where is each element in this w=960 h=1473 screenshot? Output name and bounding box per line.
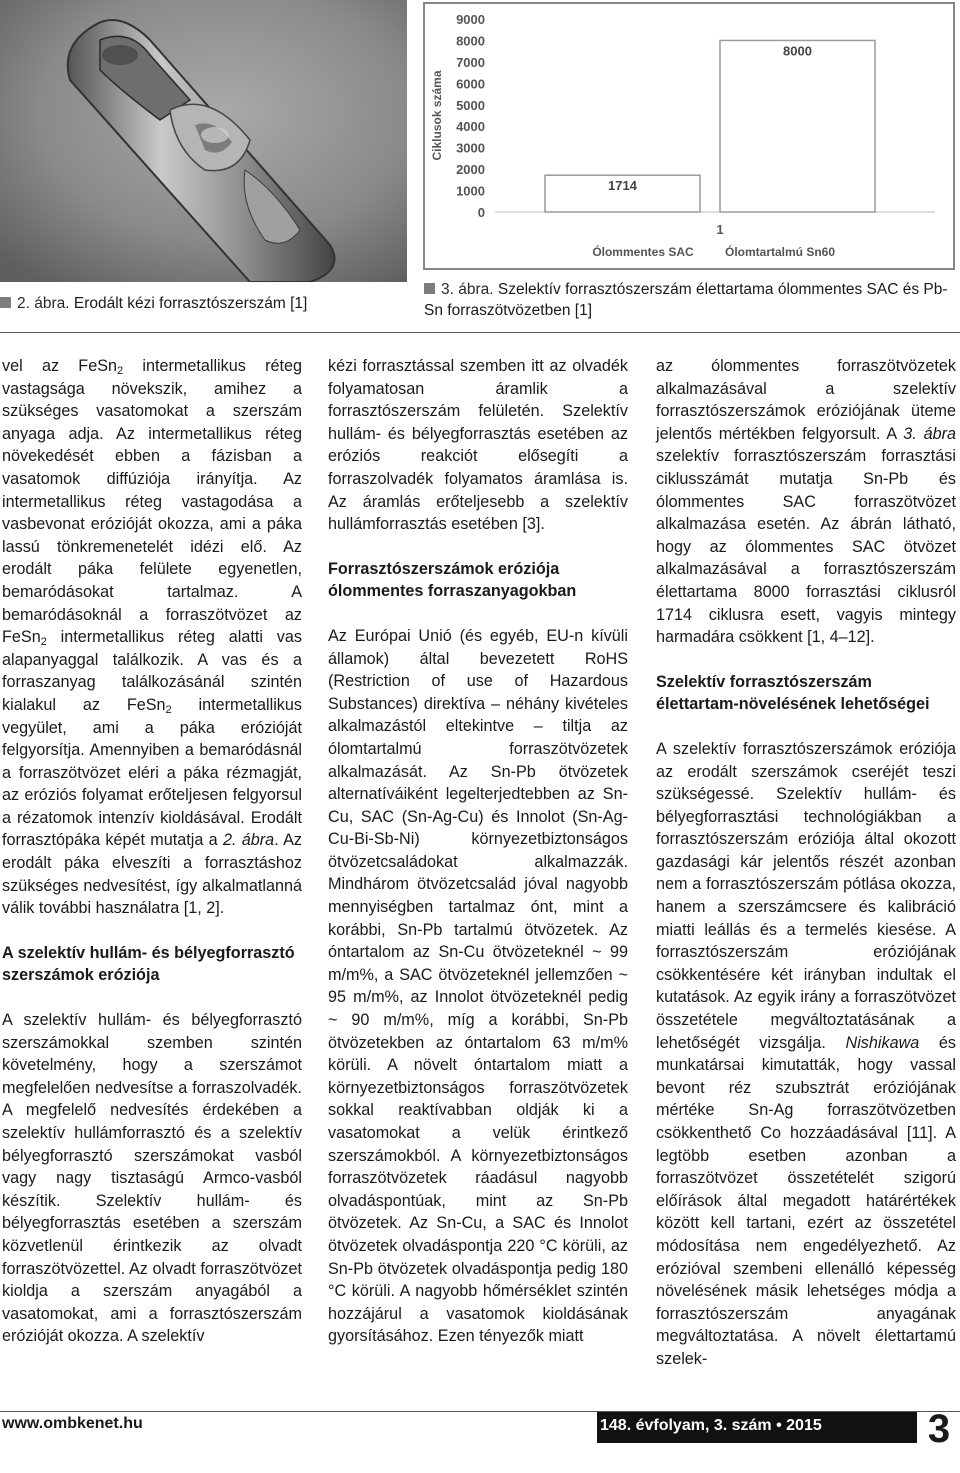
col2-paragraph-1: kézi forrasztással szemben itt az olvadék folyamatosan áramlik a forrasztószerszám felületén. Szelektív hullám- és bélyegforrasztás esetében az eróziós reakciót elősegíti a forraszolvadék folyamatos áramlása is. Az áramlás erőteljesebb a szelektív hullámforrasztás esetében [3].	[328, 357, 628, 534]
col3-text: és munkatársai kimutatták, hogy vassal bevont réz szubsztrát eróziójának mértéke Sn-Ag forraszötvözetben csökkenthető Co hozzáadásával [11]. A legtöbb esetben azonban a forraszötvözet összetételét szigorú előírások által megadott határértékek között kell tartani, ezért az összetétel módosítása nem engedélyezhető. Az erózióval szembeni ellenálló képesség növelésének másik lehetséges módja a forrasztószerszám anyagának megváltoztatása. A növelt élettartamú szelek-	[656, 1033, 956, 1368]
y-tick-label: 2000	[456, 162, 485, 178]
section-heading-leadfree-erosion: Forrasztószerszámok eróziója ólommentes forraszanyagokban	[328, 559, 577, 601]
x-tick-label: 1	[716, 222, 724, 237]
col3-paragraph-1	[656, 355, 956, 649]
footer-issue: 148. évfolyam, 3. szám • 2015	[600, 1417, 822, 1434]
y-tick-label: 8000	[456, 33, 485, 49]
page-number: 3	[927, 1407, 951, 1451]
y-tick-label: 3000	[456, 140, 485, 156]
figure-reference: 2. ábra	[222, 831, 275, 850]
figure-2-caption	[0, 293, 410, 314]
col1-text: . Az erodált páka elveszíti a forrasztáshoz szükséges nedvesítést, így alkalmatlanná válik további használatra [1, 2].	[2, 831, 303, 918]
col1-text: intermetallikus vegyület, ami a páka erózióját felgyorsítja. Amennyiben a bemaródásnál a forraszötvözet eléri a páka rézmagját, az eróziós folyamat erőteljesen felgyorsul a rézatomok intenzív kioldásával. Erodált forrasztópáka képét mutatja a	[2, 695, 302, 850]
col1-paragraph-1	[2, 355, 302, 920]
tool-life-chart	[423, 2, 955, 270]
author-name: Nishikawa	[845, 1033, 920, 1052]
subscript: 2	[117, 365, 124, 377]
figure-3-label: 3. ábra.	[441, 281, 494, 298]
chart-canvas	[425, 4, 953, 268]
text-column-2	[328, 355, 628, 1348]
figure-2-label: 2. ábra.	[17, 295, 70, 312]
eroded-soldering-iron-photo	[0, 0, 407, 282]
col3-text: A szelektív forrasztószerszámok eróziója az erodált szerszámok cseréjét teszi szükségessé. Szelektív hullám- és bélyegforrasztási technológiákban a forrasztószerszám eróziója által okozott gazdasági kár jelentős részét azonban nem a forrasztószerszám pótlása okozza, hanem a szerszámcsere és kalibráció miatti leállás és a termelés kiesése. A forrasztószerszám eróziójának csökkentésére két irányban indultak el kutatások. Az egyik irány a forraszötvözet összetétele megváltoztatásának a lehetőségét vizsgálja.	[656, 739, 956, 1052]
text-column-3	[656, 355, 956, 1371]
col3-text: az ólommentes forraszötvözetek alkalmazásával a szelektív forrasztószerszámok eróziójának üteme jelentős mértékben felgyorsult. A	[656, 357, 956, 443]
photo-drawing	[0, 0, 407, 282]
caption-marker-icon	[424, 283, 435, 294]
bar-value-label: 8000	[783, 43, 812, 59]
y-tick-label: 4000	[456, 119, 485, 135]
subscript: 2	[40, 636, 47, 649]
text-column-1	[2, 355, 302, 1348]
section-heading-selective-erosion: A szelektív hullám- és bélyegforrasztó szerszámok eróziója	[2, 943, 295, 985]
figure-2-text: Erodált kézi forrasztószerszám [1]	[73, 295, 308, 312]
footer-url-link[interactable]: www.ombkenet.hu	[2, 1415, 143, 1432]
col1-text: intermetallikus réteg vastagsága növekszik, amihez a szükséges vasatomokat a szerszám anyaga adja. Az intermetallikus réteg növekedését ebben a fázisban a vasatomok diffúziója irányítja. Az intermetallikus réteg vastagodása a vasbevonat erózióját okozza, ami a páka lassú tönkremenetelét idézi elő. Az erodált páka felülete egyenetlen, bemaródásokat tartalmaz. A bemaródásoknál a forraszötvözet az FeSn	[2, 357, 302, 647]
col1-text: vel az FeSn	[2, 357, 117, 375]
col1-paragraph-2: A szelektív hullám- és bélyegforrasztó szerszámokkal szemben szintén követelmény, hogy a szerszámot megfelelően nedvesítse a forraszolvadék. A megfelelő nedvesítés érdekében a szelektív hullámforrasztó és a szelektív bélyegforrasztó szerszámokat vasból vagy nagy tisztaságú Armco-vasból készítik. Szelektív hullám- és bélyegforrasztás esetében a szerszám közvetlenül érintkezik az olvadt forraszötvözettel. Az olvadt forraszötvözet kioldja a szerszám anyagából a vasatomokat, ami a forrasztószerszám erózióját okozza. A szelektív	[2, 1011, 302, 1346]
bar-sn60	[720, 40, 875, 212]
y-tick-label: 5000	[456, 97, 485, 113]
subscript: 2	[165, 703, 172, 716]
figure-3-text: Szelektív forrasztószerszám élettartama ólommentes SAC és Pb-Sn forraszötvözetben [1]	[424, 281, 948, 319]
y-axis-label: Ciklusok száma	[430, 70, 444, 161]
y-tick-label: 7000	[456, 54, 485, 70]
section-heading-lifetime: Szelektív forrasztószerszám élettartam-növelésének lehetőségei	[656, 672, 930, 714]
col2-paragraph-2: Az Európai Unió (és egyéb, EU-n kívüli államok) által bevezetett RoHS (Restriction of use of Hazardous Substances) direktíva – néhány kivételes alkalmazástól eltekintve – tiltja az ólomtartalmú forraszötvözetek alkalmazását. Az Sn-Pb ötvözetek alternatíváiként legelterjedtebben az Sn-Cu, SAC (Sn-Ag-Cu) és Innolot (Sn-Ag-Cu-Bi-Sb-Ni) környezetbiztonságos ötvözetcsaládokat alkalmazzák. Mindhárom ötvözetcsalád jóval nagyobb mennyiségben tartalmaz ónt, mint a korábbi, Sn-Pb tartalmú ötvözetek. Az óntartalom az Sn-Cu ötvözeteknél ~ 99 m/m%, a SAC ötvözeteknél jellemzően ~ 95 m/m%, az Innolot ötvözeteknél pedig ~ 90 m/m%, míg a korábbi, Sn-Pb ötvözetekben az óntartalom 63 m/m% körüli. A növelt óntartalom miatt a környezetbiztonságos forraszötvözetek sokkal reaktívabban oldják ki a vasatomokat a velük érintkező szerszámokból. A környezetbiztonságos forraszötvözetek ráadásul nagyobb olvadáspontúak, mint az Sn-Pb ötvözetek. Az Sn-Cu, a SAC és Innolot ötvözetek olvadáspontja 220 °C körüli, az Sn-Pb ötvözetek olvadáspontja pedig 180 °C körüli. A nagyobb hőmérséklet szintén hozzájárul a vasatomok kioldásának gyorsításához. Ezen tényezők miatt	[328, 626, 628, 1346]
figure-reference: 3. ábra	[903, 424, 956, 443]
bar-value-label: 1714	[608, 178, 637, 194]
caption-marker-icon	[0, 297, 11, 308]
figure-3-caption	[424, 279, 954, 321]
y-tick-label: 1000	[456, 183, 485, 199]
col1-text: intermetallikus réteg alatti vas alapanyaggal találkozik. A vas és a forraszanyag találkozásánál szintén kialakul az FeSn	[2, 628, 302, 714]
y-tick-label: 6000	[456, 76, 485, 92]
header-divider	[0, 332, 960, 333]
col3-paragraph-2	[656, 738, 956, 1371]
y-tick-label: 9000	[456, 12, 485, 27]
col3-text: szelektív forrasztószerszám forrasztási ciklusszámát mutatja Sn-Pb és ólommentes SAC forraszötvözet alkalmazása esetén. Az ábrán látható, hogy az ólommentes SAC ötvözet alkalmazásával a forrasztószerszám élettartama 8000 forrasztási ciklusról 1714 ciklusra esett, vagyis mintegy harmadára csökkent [1, 4–12].	[656, 447, 956, 647]
y-tick-label: 0	[477, 205, 485, 220]
category-label: Ólommentes SAC	[592, 245, 694, 259]
category-label: Ólomtartalmú Sn60	[724, 245, 836, 259]
